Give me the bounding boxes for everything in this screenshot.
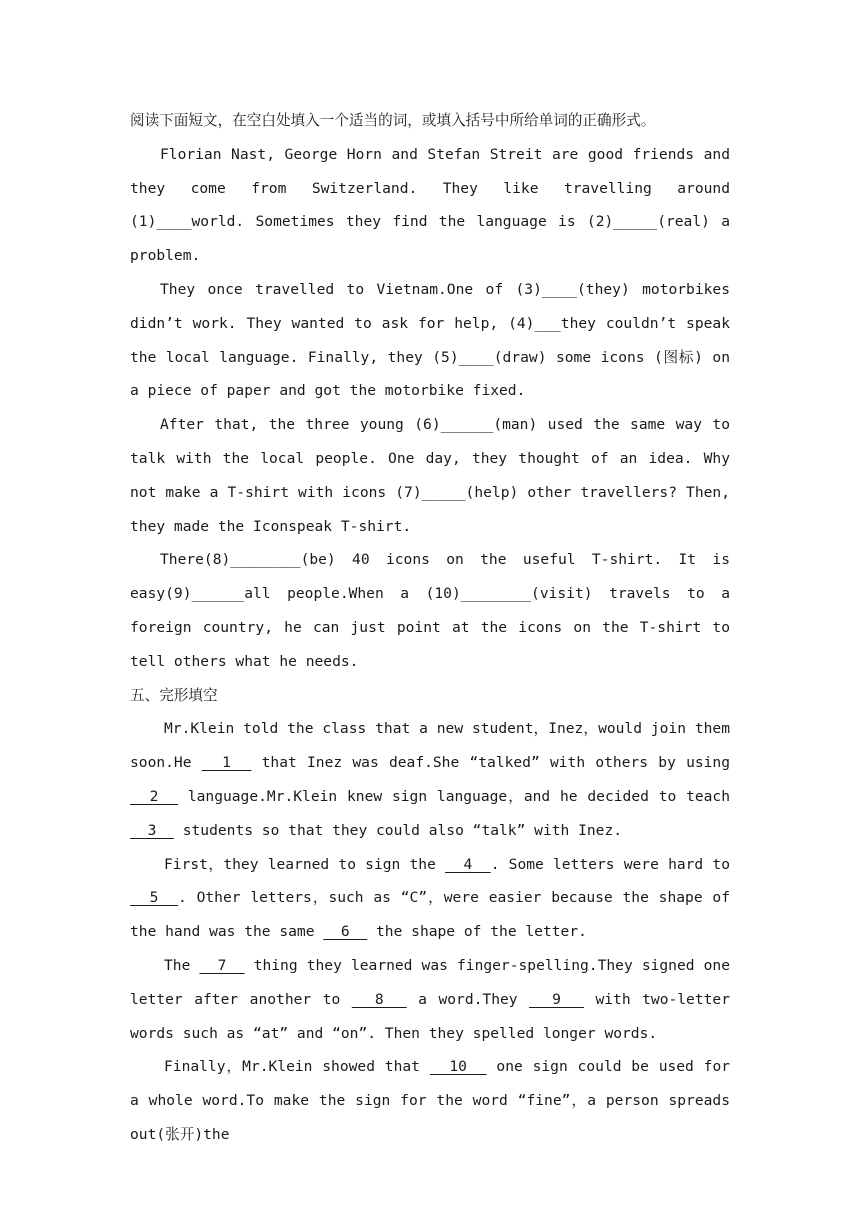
cloze-text: . Some letters were hard to [490, 855, 730, 873]
cloze-text: the shape of the letter. [367, 923, 587, 941]
cloze-text: Finally，Mr.Klein showed that [164, 1058, 430, 1076]
cloze-blank-3: 3 [130, 821, 174, 839]
cloze-text: students so that they could also “talk” with Inez. [173, 821, 623, 839]
cloze-text: language.Mr.Klein knew sign language，and he decided to teach [178, 787, 731, 805]
section4-instruction: 阅读下面短文，在空白处填入一个适当的词，或填入括号中所给单词的正确形式。 [130, 112, 656, 129]
cloze-text: thing they learned was finger-spelling.They signed one letter after another to [130, 956, 730, 1008]
cloze-blank-9: 9 [529, 990, 584, 1008]
cloze-blank-7: 7 [199, 956, 245, 974]
cloze-paragraph-1 [130, 712, 730, 847]
cloze-text: one sign could be used for a whole word.To make the sign for the word “fine”，a person spreads out(张开)the [130, 1058, 731, 1143]
cloze-text: . Other letters，such as “C”，were easier because the shape of the hand was the same [130, 889, 730, 941]
document-content [130, 104, 730, 1152]
passage-paragraph-2: They once travelled to Vietnam.One of (3)____(they) motorbikes didn’t work. They wanted to ask for help, (4)___they couldn’t speak the local language. Finally, they (5)____(draw) some icons (图标) on a piece of paper and got the motorbike fixed. [130, 280, 730, 400]
cloze-paragraph-2 [130, 848, 730, 949]
cloze-blank-8: 8 [351, 990, 407, 1008]
cloze-text: Mr.Klein told the class that a new student，Inez，would join them soon.He [130, 720, 730, 772]
cloze-paragraph-4 [130, 1050, 730, 1151]
passage-paragraph-4: There(8)________(be) 40 icons on the useful T-shirt. It is easy(9)______all people.When a (10)________(visit) travels to a foreign country, he can just point at the icons on the T-shirt to tell others what he needs. [130, 551, 730, 670]
cloze-text: a word.They [406, 990, 530, 1008]
cloze-text: The [164, 956, 200, 974]
cloze-text: with two-letter words such as “at” and “on”. Then they spelled longer words. [130, 990, 730, 1042]
cloze-paragraph-3 [130, 949, 730, 1050]
passage-paragraph-3: After that, the three young (6)______(man) used the same way to talk with the local people. One day, they thought of an idea. Why not make a T-shirt with icons (7)_____(help) other travellers? Then, they made the Iconspeak T-shirt. [130, 416, 730, 535]
cloze-text: that Inez was deaf.She “talked” with others by using [251, 754, 731, 772]
cloze-text: First，they learned to sign the [164, 855, 446, 873]
passage-paragraph-1: Florian Nast, George Horn and Stefan Streit are good friends and they come from Switzerland. They like travelling around (1)____world. Sometimes they find the language is (2)_____(real) a problem. [130, 145, 730, 265]
cloze-blank-10: 10 [429, 1058, 487, 1076]
cloze-blank-1: 1 [201, 754, 252, 772]
cloze-blank-2: 2 [130, 787, 179, 805]
cloze-blank-6: 6 [323, 923, 368, 941]
section5-heading: 五、完形填空 [130, 686, 218, 704]
cloze-blank-4: 4 [445, 855, 491, 873]
cloze-blank-5: 5 [130, 889, 178, 907]
